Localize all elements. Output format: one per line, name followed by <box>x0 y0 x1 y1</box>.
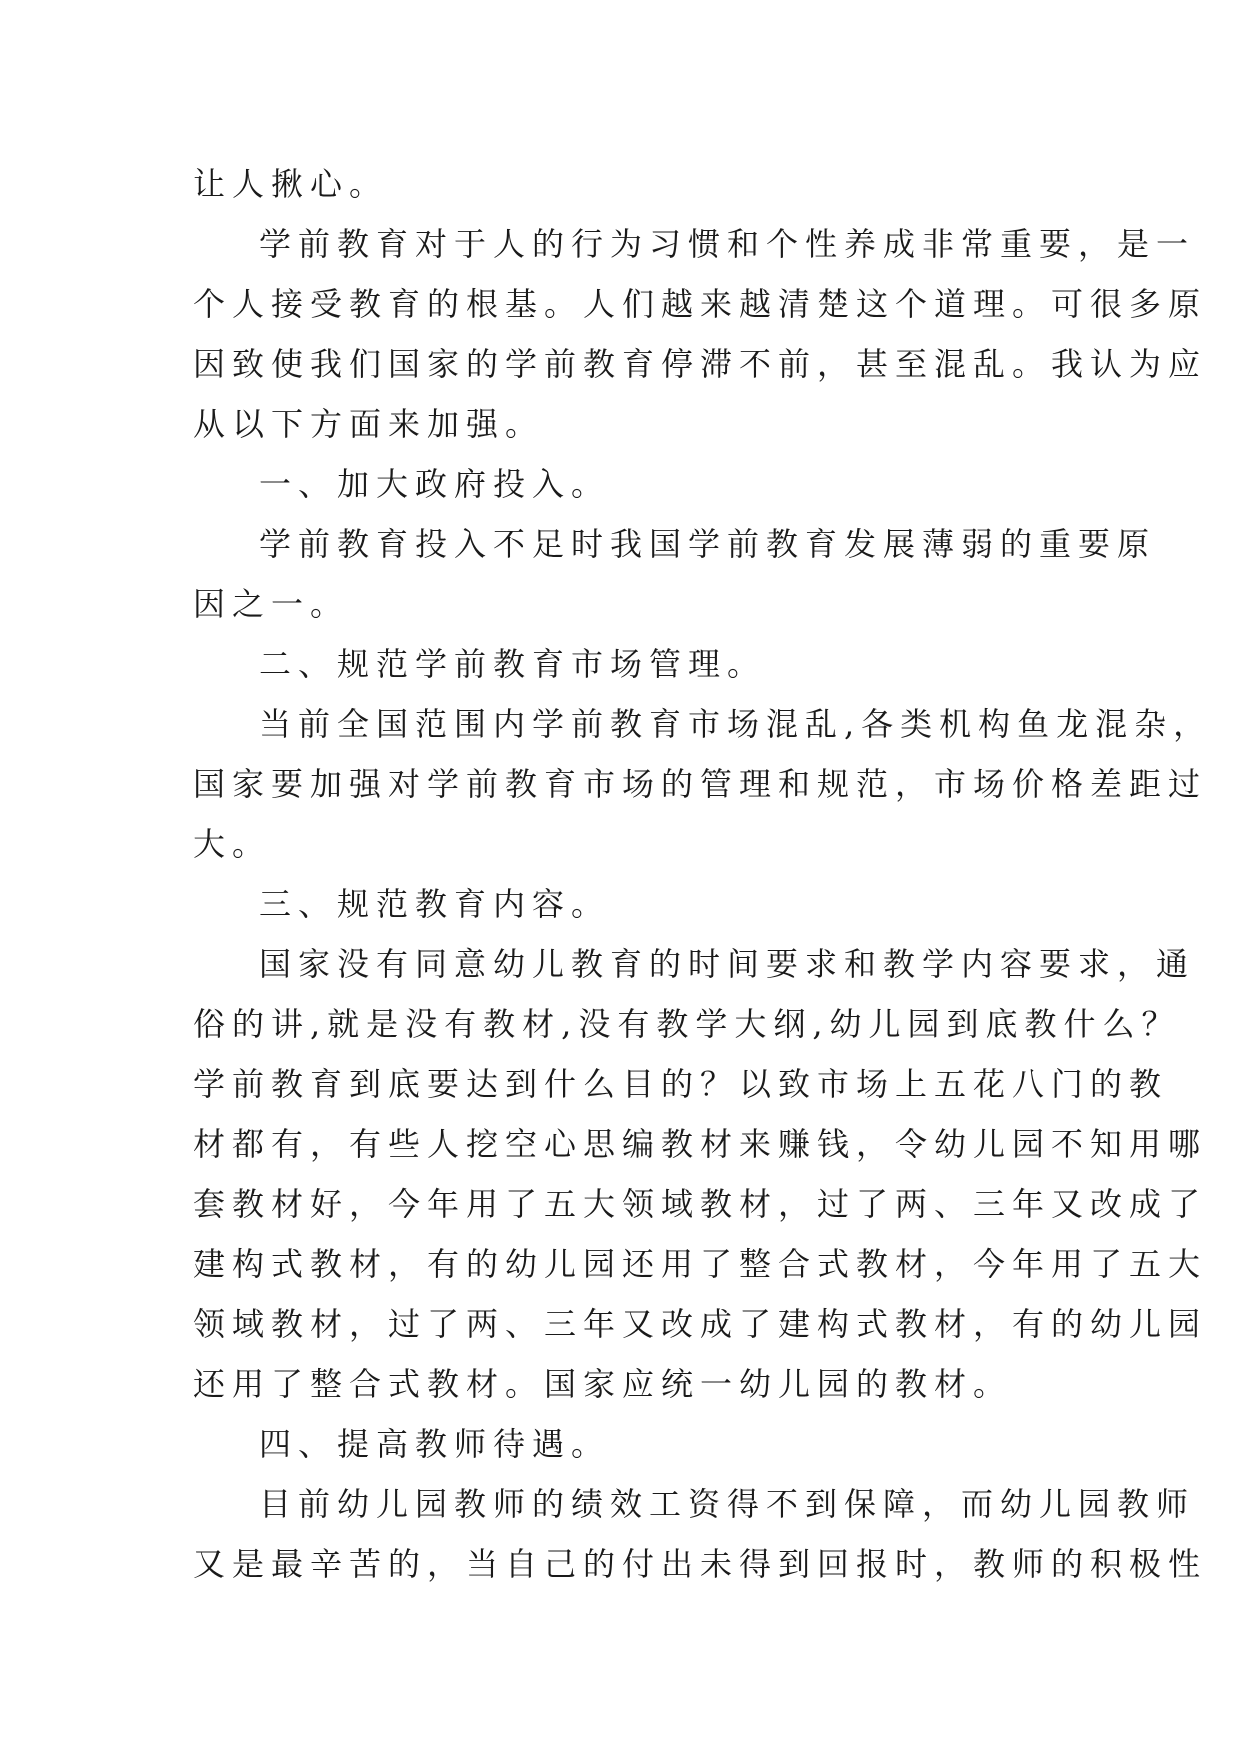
paragraph-first-line: 学前教育投入不足时我国学前教育发展薄弱的重要原 <box>259 525 1157 563</box>
body-text-line: 让人揪心。 <box>193 165 389 203</box>
body-text-line: 套教材好，今年用了五大领域教材，过了两、三年又改成了 <box>193 1185 1208 1223</box>
body-text-line: 因之一。 <box>193 585 350 623</box>
body-text-line: 因致使我们国家的学前教育停滞不前，甚至混乱。我认为应 <box>193 345 1208 383</box>
section-heading-1: 一、加大政府投入。 <box>259 465 611 503</box>
body-text-line: 领域教材，过了两、三年又改成了建构式教材，有的幼儿园 <box>193 1305 1208 1343</box>
paragraph-first-line: 目前幼儿园教师的绩效工资得不到保障，而幼儿园教师 <box>259 1485 1196 1523</box>
body-text-line: 俗的讲,就是没有教材,没有教学大纲,幼儿园到底教什么？ <box>193 1005 1181 1043</box>
body-text-line: 大。 <box>193 825 272 863</box>
document-body <box>193 154 1213 1594</box>
body-text-line: 材都有，有些人挖空心思编教材来赚钱，令幼儿园不知用哪 <box>193 1125 1208 1163</box>
body-text-line: 从以下方面来加强。 <box>193 405 545 443</box>
section-heading-2: 二、规范学前教育市场管理。 <box>259 645 767 683</box>
paragraph-first-line: 国家没有同意幼儿教育的时间要求和教学内容要求，通 <box>259 945 1196 983</box>
body-text-line: 个人接受教育的根基。人们越来越清楚这个道理。可很多原 <box>193 285 1208 323</box>
body-text-line: 学前教育到底要达到什么目的？以致市场上五花八门的教 <box>193 1065 1169 1103</box>
body-text-line: 国家要加强对学前教育市场的管理和规范，市场价格差距过 <box>193 765 1208 803</box>
section-heading-4: 四、提高教师待遇。 <box>259 1425 611 1463</box>
body-text-line: 又是最辛苦的，当自己的付出未得到回报时，教师的积极性 <box>193 1545 1208 1583</box>
section-heading-3: 三、规范教育内容。 <box>259 885 611 923</box>
body-text-line: 建构式教材，有的幼儿园还用了整合式教材，今年用了五大 <box>193 1245 1208 1283</box>
body-text-line: 还用了整合式教材。国家应统一幼儿园的教材。 <box>193 1365 1013 1403</box>
paragraph-first-line: 学前教育对于人的行为习惯和个性养成非常重要，是一 <box>259 225 1196 263</box>
paragraph-first-line: 当前全国范围内学前教育市场混乱,各类机构鱼龙混杂， <box>259 705 1213 743</box>
